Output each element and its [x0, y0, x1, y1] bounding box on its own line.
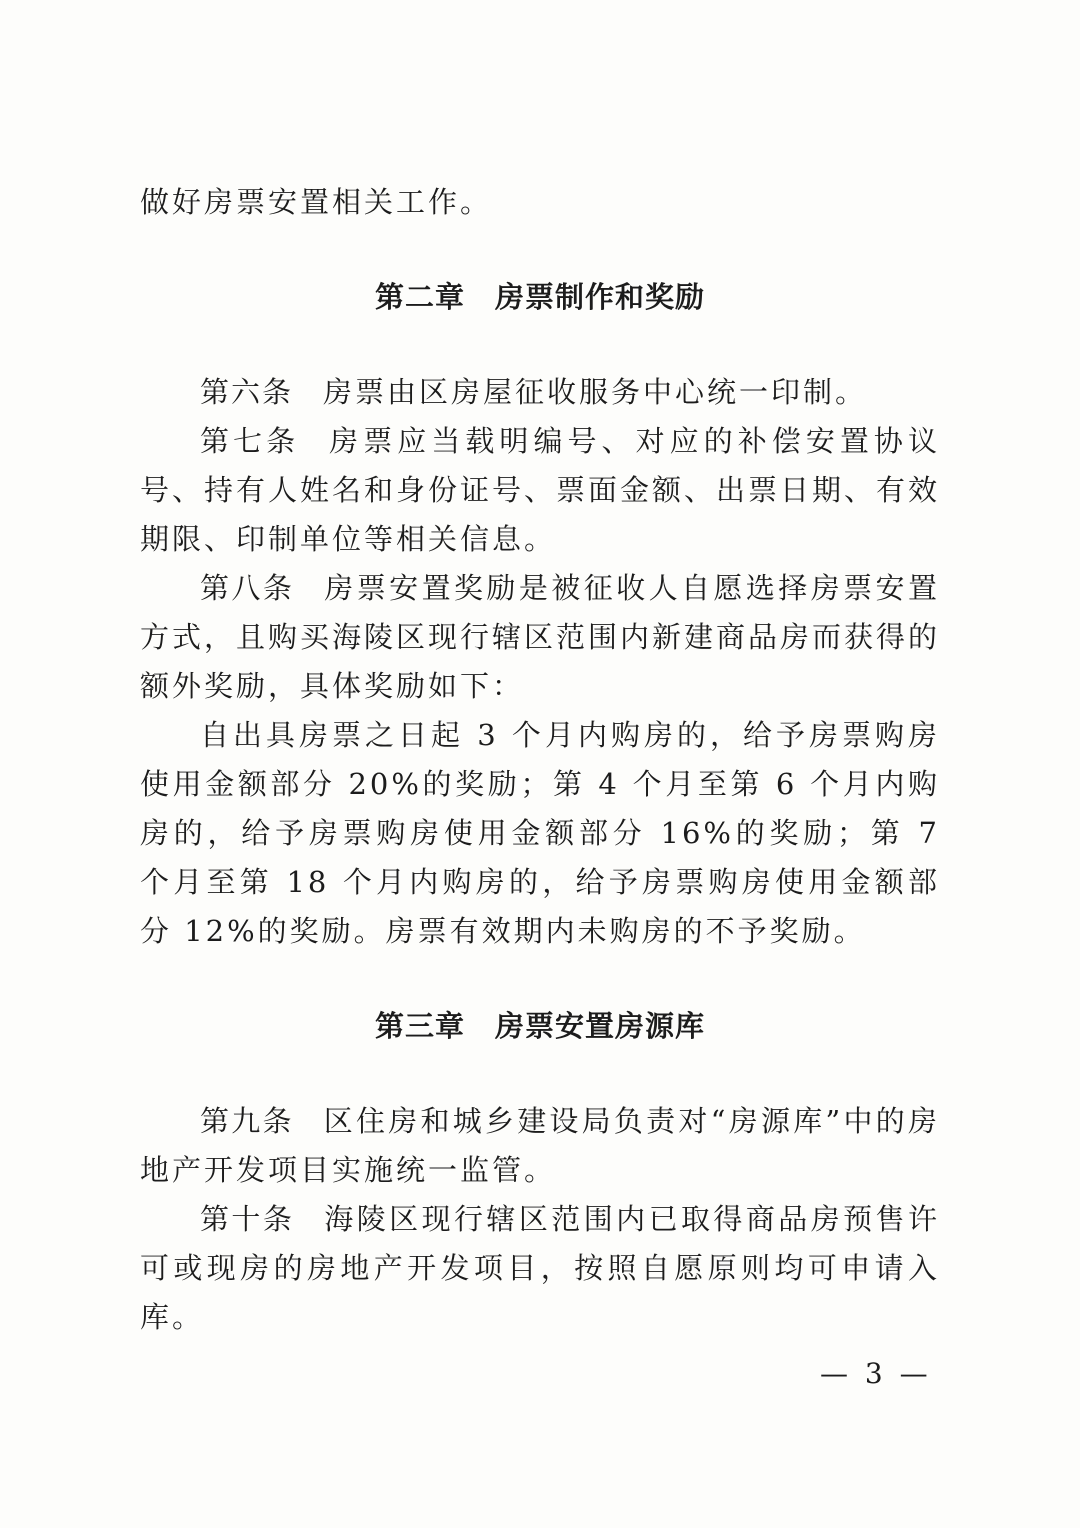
chapter-2-title: 房票制作和奖励: [495, 280, 706, 314]
article-6-text: 房票由区房屋征收服务中心统一印制。: [323, 375, 868, 409]
article-9-number: 第九条: [200, 1104, 294, 1138]
article-9: [140, 1097, 940, 1195]
article-7: [140, 417, 940, 564]
page-number: — 3 —: [820, 1357, 932, 1390]
chapter-2-number: 第二章: [374, 280, 465, 314]
article-6: [140, 368, 940, 417]
chapter-3-title: 房票安置房源库: [495, 1009, 706, 1043]
article-10-number: 第十条: [200, 1202, 295, 1236]
article-9-text: 区住房和城乡建设局负责对“房源库”中的房地产开发项目实施统一监管。: [140, 1104, 940, 1187]
article-6-number: 第六条: [200, 375, 294, 409]
article-8: [140, 564, 940, 711]
article-8-detail: 自出具房票之日起 3 个月内购房的，给予房票购房使用金额部分 20%的奖励；第 4 个月至第 6 个月内购房的，给予房票购房使用金额部分 16%的奖励；第 7 个月至第 18 个月内购房的，给予房票购房使用金额部分 12%的奖励。房票有效期内未购房的不予奖励。: [140, 718, 940, 948]
document-body: [140, 178, 940, 1342]
article-8-text: 房票安置奖励是被征收人自愿选择房票安置方式，且购买海陵区现行辖区范围内新建商品房而获得的额外奖励，具体奖励如下：: [140, 571, 941, 703]
article-10-text: 海陵区现行辖区范围内已取得商品房预售许可或现房的房地产开发项目，按照自愿原则均可申请入库。: [140, 1202, 940, 1334]
article-8-number: 第八条: [200, 571, 295, 605]
article-7-number: 第七条: [200, 424, 300, 458]
chapter-3-heading: [140, 1002, 940, 1051]
continued-paragraph: 做好房票安置相关工作。: [140, 185, 493, 219]
chapter-3-number: 第三章: [374, 1009, 465, 1043]
article-7-text: 房票应当载明编号、对应的补偿安置协议号、持有人姓名和身份证号、票面金额、出票日期、有效期限、印制单位等相关信息。: [140, 424, 941, 556]
chapter-2-heading: [140, 273, 940, 322]
article-10: [140, 1195, 940, 1342]
